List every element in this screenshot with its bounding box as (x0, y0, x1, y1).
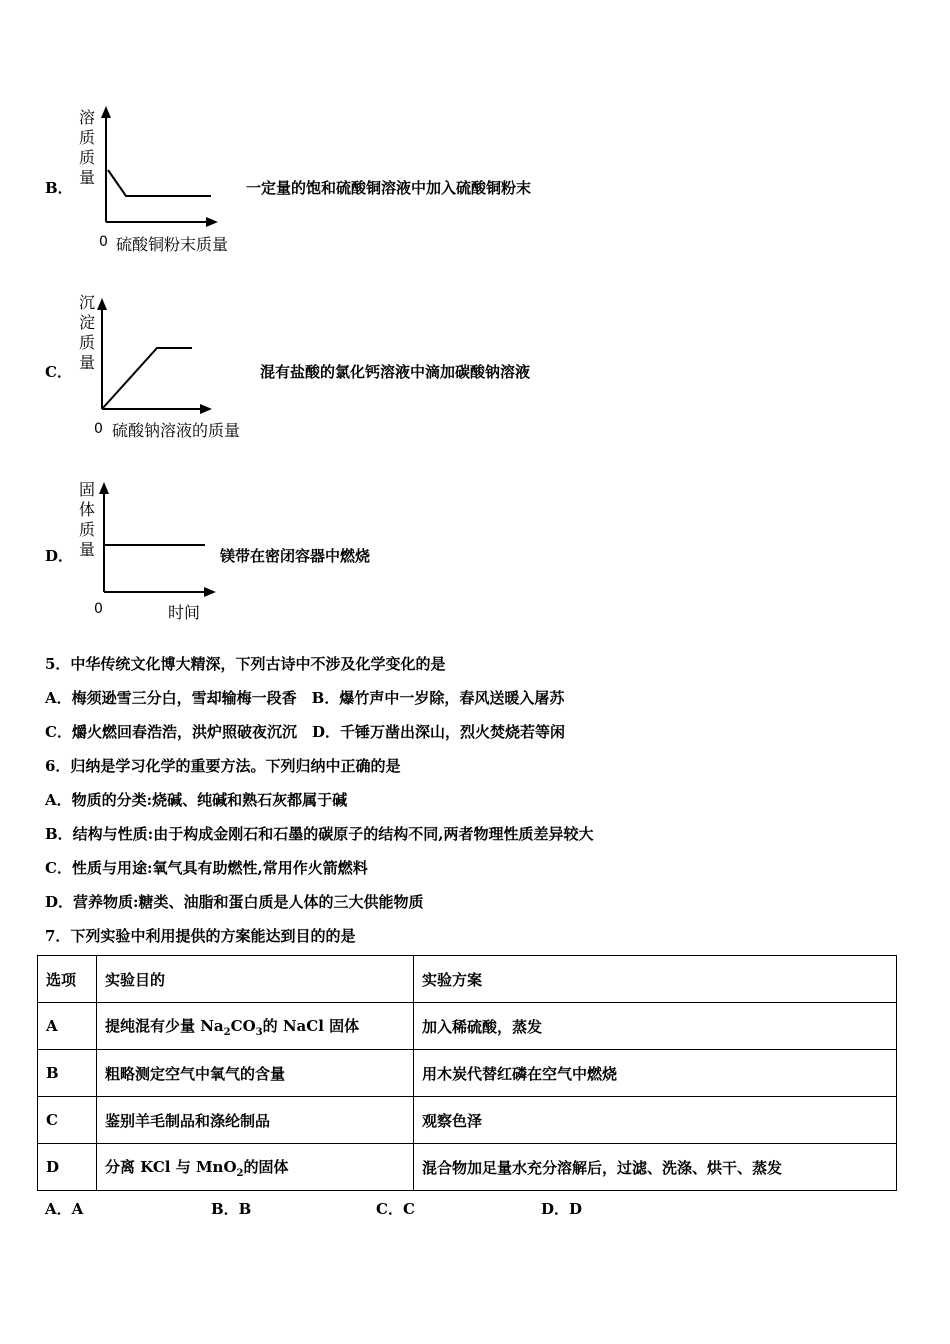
table-cell-purpose: 鉴别羊毛制品和涤纶制品 (97, 1097, 414, 1144)
graph-caption: 镁带在密闭容器中燃烧 (220, 547, 371, 565)
y-label-char: 沉 (78, 293, 95, 312)
graph-c-axes (0, 280, 260, 440)
table-header-cell: 选项 (38, 956, 97, 1003)
answer-option-d: D．D (541, 1200, 583, 1218)
data-line (108, 170, 211, 196)
x-axis-arrow (200, 404, 212, 414)
y-label-char: 质 (78, 148, 95, 167)
table-cell-plan: 加入稀硫酸，蒸发 (414, 1003, 897, 1050)
option-label: D． (45, 547, 74, 565)
y-axis-arrow (99, 482, 109, 494)
question-5-options-row-2: C．爝火燃回春浩浩，洪炉照破夜沉沉 D．千锤万凿出深山，烈火焚烧若等闲 (45, 723, 565, 741)
table-cell-plan: 用木炭代替红磷在空气中燃烧 (414, 1050, 897, 1097)
y-label-char: 固 (78, 480, 95, 499)
table-cell-plan: 观察色泽 (414, 1097, 897, 1144)
option-label: B． (45, 179, 73, 197)
origin-label: 0 (94, 601, 103, 617)
x-axis-label: 硫酸钠溶液的质量 (112, 421, 241, 440)
answer-option-b: B．B (211, 1200, 252, 1218)
y-label-char: 量 (78, 353, 95, 372)
purpose-text: 的固体 (243, 1157, 289, 1176)
question-6-option-a: A．物质的分类:烧碱、纯碱和熟石灰都属于碱 (45, 791, 348, 809)
graph-caption: 一定量的饱和硫酸铜溶液中加入硫酸铜粉末 (246, 179, 532, 197)
table-header-cell: 实验目的 (97, 956, 414, 1003)
table-row (38, 1003, 897, 1050)
y-label-char: 质 (78, 520, 95, 539)
subscript: 3 (255, 1026, 263, 1038)
y-label-char: 量 (78, 168, 95, 187)
x-axis-label: 时间 (168, 603, 201, 622)
graph-caption: 混有盐酸的氯化钙溶液中滴加碳酸钠溶液 (260, 363, 531, 381)
y-label-char: 体 (78, 500, 95, 519)
table-cell-purpose (97, 1003, 414, 1050)
purpose-text: 的 NaCl 固体 (262, 1016, 360, 1035)
table-header-cell: 实验方案 (414, 956, 897, 1003)
question-6-option-c: C．性质与用途:氧气具有助燃性,常用作火箭燃料 (45, 859, 368, 877)
question-5-options-row-1: A．梅须逊雪三分白，雪却输梅一段香 B．爆竹声中一岁除，春风送暖入屠苏 (45, 689, 565, 707)
table-cell-option: D (38, 1144, 97, 1191)
table-cell-option: A (38, 1003, 97, 1050)
subscript: 2 (223, 1026, 231, 1038)
table-row (38, 1097, 897, 1144)
table-cell-option: C (38, 1097, 97, 1144)
origin-label: 0 (94, 421, 103, 437)
question-6-stem: 6．归纳是学习化学的重要方法。下列归纳中正确的是 (45, 757, 401, 775)
answer-option-a: A．A (45, 1200, 84, 1218)
table-cell-plan: 混合物加足量水充分溶解后，过滤、洗涤、烘干、蒸发 (414, 1144, 897, 1191)
y-label-char: 量 (78, 540, 95, 559)
table-cell-option: B (38, 1050, 97, 1097)
x-axis-label: 硫酸铜粉末质量 (116, 235, 229, 254)
y-label-char: 淀 (78, 313, 95, 332)
option-label: C． (45, 363, 72, 381)
table-row (38, 1050, 897, 1097)
table-cell-purpose: 粗略测定空气中氧气的含量 (97, 1050, 414, 1097)
table-header-row (38, 956, 897, 1003)
graph-b-axes (0, 0, 260, 260)
question-6-option-b: B．结构与性质:由于构成金刚石和石墨的碳原子的结构不同,两者物理性质差异较大 (45, 825, 594, 843)
question-7-stem: 7．下列实验中利用提供的方案能达到目的的是 (45, 927, 356, 945)
purpose-text: 分离 KCl 与 MnO (105, 1157, 237, 1176)
y-label-char: 溶 (78, 108, 95, 127)
data-line (102, 348, 192, 409)
graph-d-axes (0, 470, 260, 600)
experiment-table (37, 955, 897, 1191)
x-axis-arrow (204, 587, 216, 597)
purpose-text: 提纯混有少量 Na (105, 1016, 224, 1035)
answer-option-c: C．C (376, 1200, 415, 1218)
purpose-text: CO (230, 1016, 256, 1035)
y-axis-arrow (97, 298, 107, 310)
subscript: 2 (236, 1167, 244, 1179)
table-cell-purpose (97, 1144, 414, 1191)
y-label-char: 质 (78, 128, 95, 147)
table-row (38, 1144, 897, 1191)
y-axis-arrow (101, 106, 111, 118)
question-5-stem: 5．中华传统文化博大精深，下列古诗中不涉及化学变化的是 (45, 655, 446, 673)
origin-label: 0 (99, 234, 108, 250)
question-6-option-d: D．营养物质:糖类、油脂和蛋白质是人体的三大供能物质 (45, 893, 424, 911)
y-label-char: 质 (78, 333, 95, 352)
x-axis-arrow (206, 217, 218, 227)
